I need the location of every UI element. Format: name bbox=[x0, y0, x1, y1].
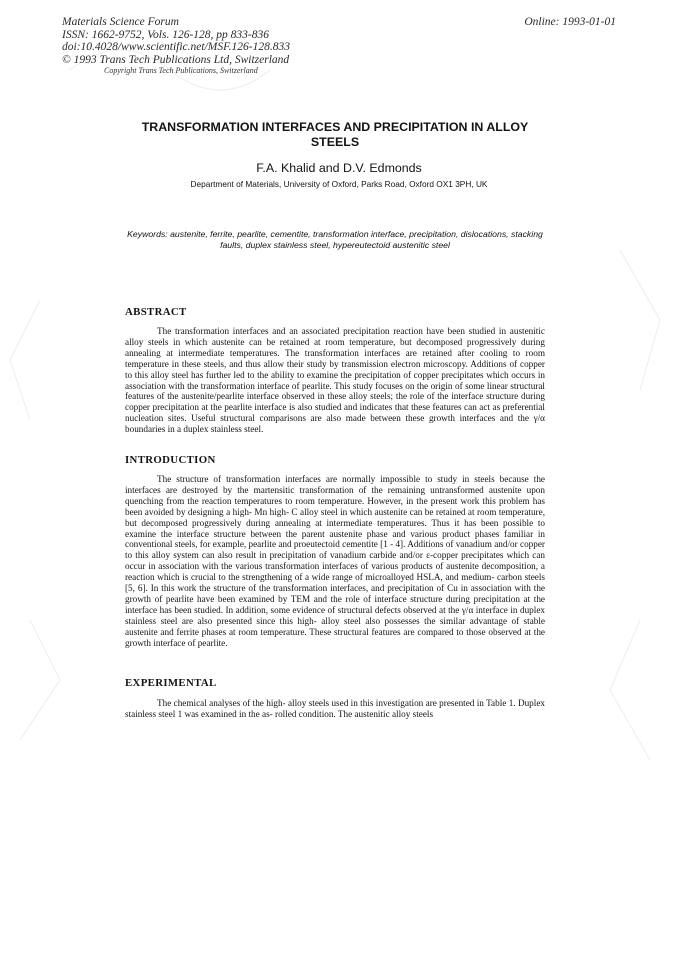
experimental-paragraph: The chemical analyses of the high- alloy steels used in this investigation are presented in Table 1. Duplex stainless steel 1 was examined in the as- rolled condition. The austenitic alloy steels bbox=[125, 698, 545, 719]
journal-name: Materials Science Forum bbox=[62, 16, 179, 28]
online-date: Online: 1993-01-01 bbox=[524, 16, 616, 28]
author-affiliation: Department of Materials, University of Oxford, Parks Road, Oxford OX1 3PH, UK bbox=[190, 179, 488, 189]
publisher-line: © 1993 Trans Tech Publications Ltd, Switzerland bbox=[62, 53, 290, 66]
copyright-notice: Copyright Trans Tech Publications, Switzerland bbox=[104, 66, 258, 76]
issn-line: ISSN: 1662-9752, Vols. 126-128, pp 833-836 bbox=[62, 28, 269, 41]
introduction-paragraph: The structure of transformation interfaces are normally impossible to study in steels because the interfaces are destroyed by the martensitic transformation of the remaining untransformed austenite upon quenching from the reaction temperatures to room temperature. However, in the present work this problem has been avoided by designing a high- Mn high- C alloy steel in which austenite can be retained at room temperature, but decomposed progressively during annealing at intermediate temperatures. Thus it has been possible to examine the interface structure between the parent austenite phase and various product phases familiar in conventional steels, for example, pearlite and proeutectoid cementite [1 - 4]. Additions of vanadium and/or copper to this alloy system can also result in precipitation of vanadium carbide and/or ε-copper precipitates which can occur in association with the various transformation interfaces of various products of austenite decomposition, a reaction which is crucial to the strengthening of a wide range of microalloyed HSLA, and medium- carbon steels [5, 6]. In this work the structure of the transformation interfaces, and precipitation of Cu in association with the growth of pearlite have been examined by TEM and the role of interface structure during precipitation at the interface has been studied. In addition, some evidence of structural defects observed at the γ/α interface in duplex stainless steel are also presented since this high- alloy steel also possesses the similar advantage of stable austenite and ferrite phases at room temperature. These structural features are compared to those observed at the growth interface of pearlite. bbox=[125, 474, 545, 648]
introduction-heading: INTRODUCTION bbox=[125, 454, 216, 466]
paper-title: TRANSFORMATION INTERFACES AND PRECIPITATION IN ALLOY STEELS bbox=[141, 120, 529, 149]
experimental-heading: EXPERIMENTAL bbox=[125, 677, 217, 689]
introduction-body bbox=[125, 474, 545, 649]
doi-link[interactable]: doi:10.4028/www.scientific.net/MSF.126-128.833 bbox=[62, 41, 290, 54]
abstract-body bbox=[125, 326, 545, 435]
keywords: Keywords: austenite, ferrite, pearlite, cementite, transformation interface, precipitation, dislocations, stacking faults, duplex stainless steel, hypereutectoid austenitic steel bbox=[127, 229, 543, 250]
abstract-heading: ABSTRACT bbox=[125, 306, 187, 318]
paper-authors: F.A. Khalid and D.V. Edmonds bbox=[256, 161, 422, 175]
abstract-paragraph: The transformation interfaces and an associated precipitation reaction have been studied in austenitic alloy steels in which austenite can be retained at room temperature, but decomposed progressively during annealing at intermediate temperatures. The transformation interfaces are retained after cooling to room temperature in these steels, and thus allow their study by transmission electron microscopy. Additions of copper to this alloy steel has further led to the ability to examine the precipitation of copper precipitates which occurs in association with the transformation interface of pearlite. This study focuses on the origin of some linear structural features of the austenite/pearlite interface observed in these alloy steels; the role of the interface structure during copper precipitation at the pearlite interface is also studied and indicates that these features can act as preferential nucleation sites. Useful structural comparisons are also made between these growth interfaces and the γ/α boundaries in a duplex stainless steel. bbox=[125, 326, 545, 435]
experimental-body bbox=[125, 698, 545, 720]
publication-info bbox=[62, 16, 290, 75]
